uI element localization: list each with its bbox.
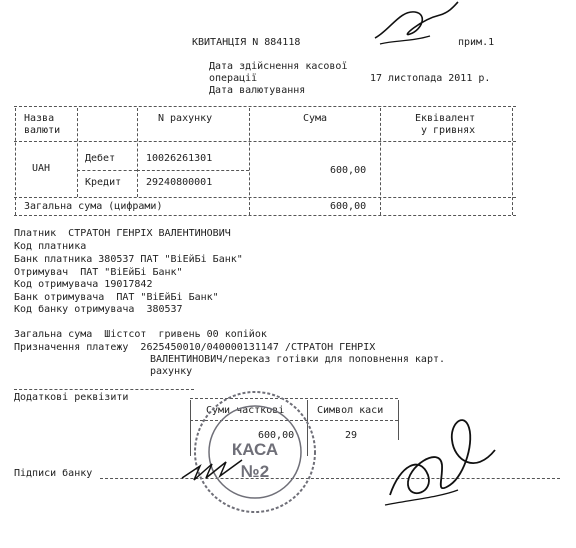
table-col-border-right bbox=[512, 108, 513, 215]
credit-account: 29240800001 bbox=[146, 177, 213, 188]
header-equivalent-1: Еквівалент bbox=[415, 113, 476, 124]
receipt-title: КВИТАНЦІЯ N 884118 bbox=[192, 37, 301, 48]
partial-sum-value: 600,00 bbox=[258, 430, 295, 441]
table-total-rule bbox=[14, 197, 516, 198]
table-top-rule bbox=[14, 106, 516, 107]
bank-signatures-label: Підписи банку bbox=[14, 468, 93, 479]
row-amount: 600,00 bbox=[330, 165, 367, 176]
cash-symbol-value: 29 bbox=[345, 430, 358, 441]
table-col-border-left bbox=[15, 108, 16, 215]
table-col-border-3 bbox=[249, 108, 250, 215]
table-header-rule bbox=[14, 141, 516, 142]
cashier-signature bbox=[180, 448, 250, 488]
payer-bank-line: Банк платника 380537 ПАТ "ВіЕйБі Банк" bbox=[14, 254, 243, 265]
partial-sums-header: Суми часткові bbox=[206, 405, 285, 416]
recipient-bank-code-line: Код банку отримувача 380537 bbox=[14, 304, 183, 315]
header-currency-name-2: валюти bbox=[24, 125, 61, 136]
recipient-line: Отримувач ПАТ "ВіЕйБі Банк" bbox=[14, 267, 183, 278]
table-col-border-1 bbox=[77, 108, 78, 197]
debit-credit-rule bbox=[77, 170, 137, 171]
receipt-note: прим.1 bbox=[458, 37, 495, 48]
header-account: N рахунку bbox=[158, 113, 213, 124]
payer-code-line: Код платника bbox=[14, 241, 87, 252]
bank-signature bbox=[380, 405, 500, 515]
value-date-label: Дата валютування bbox=[209, 85, 306, 96]
header-amount: Сума bbox=[303, 113, 328, 124]
cash-symbol-header: Символ каси bbox=[317, 405, 384, 416]
debit-label: Дебет bbox=[85, 153, 116, 164]
header-equivalent-2: у гривнях bbox=[421, 125, 476, 136]
total-amount: 600,00 bbox=[330, 201, 367, 212]
additional-requisites-label: Додаткові реквізити bbox=[14, 392, 129, 403]
row-currency: UAH bbox=[32, 163, 51, 174]
total-in-words: Загальна сума Шістсот гривень 00 копійок bbox=[14, 329, 267, 340]
requisites-rule bbox=[14, 389, 194, 390]
table-bottom-rule bbox=[14, 215, 516, 216]
account-split-rule bbox=[137, 170, 249, 171]
signature-top bbox=[370, 0, 460, 45]
header-currency-name-1: Назва bbox=[24, 113, 55, 124]
recipient-code-line: Код отримувача 19017842 bbox=[14, 279, 153, 290]
payment-purpose-line3: рахунку bbox=[150, 366, 193, 377]
debit-account: 10026261301 bbox=[146, 153, 213, 164]
payment-purpose-line2: ВАЛЕНТИНОВИЧ/переказ готівки для поповнення карт. bbox=[150, 354, 446, 365]
stamp-text-line1: КАСА bbox=[231, 440, 279, 459]
total-label: Загальна сума (цифрами) bbox=[24, 201, 163, 212]
recipient-bank-line: Банк отримувача ПАТ "ВіЕйБі Банк" bbox=[14, 292, 219, 303]
payer-line: Платник СТРАТОН ГЕНРІХ ВАЛЕНТИНОВИЧ bbox=[14, 228, 231, 239]
operation-date: 17 листопада 2011 р. bbox=[370, 73, 491, 84]
credit-label: Кредит bbox=[85, 177, 122, 188]
payment-purpose-line1: Призначення платежу 2625450010/040000131147 /СТРАТОН ГЕНРІХ bbox=[14, 342, 376, 353]
date-label-line2: операції bbox=[209, 73, 258, 84]
stamp-text-line2: №2 bbox=[240, 462, 270, 481]
table-col-border-4 bbox=[380, 108, 381, 215]
date-label-line1: Дата здійснення касової bbox=[209, 61, 348, 72]
table-col-border-2 bbox=[137, 108, 138, 197]
